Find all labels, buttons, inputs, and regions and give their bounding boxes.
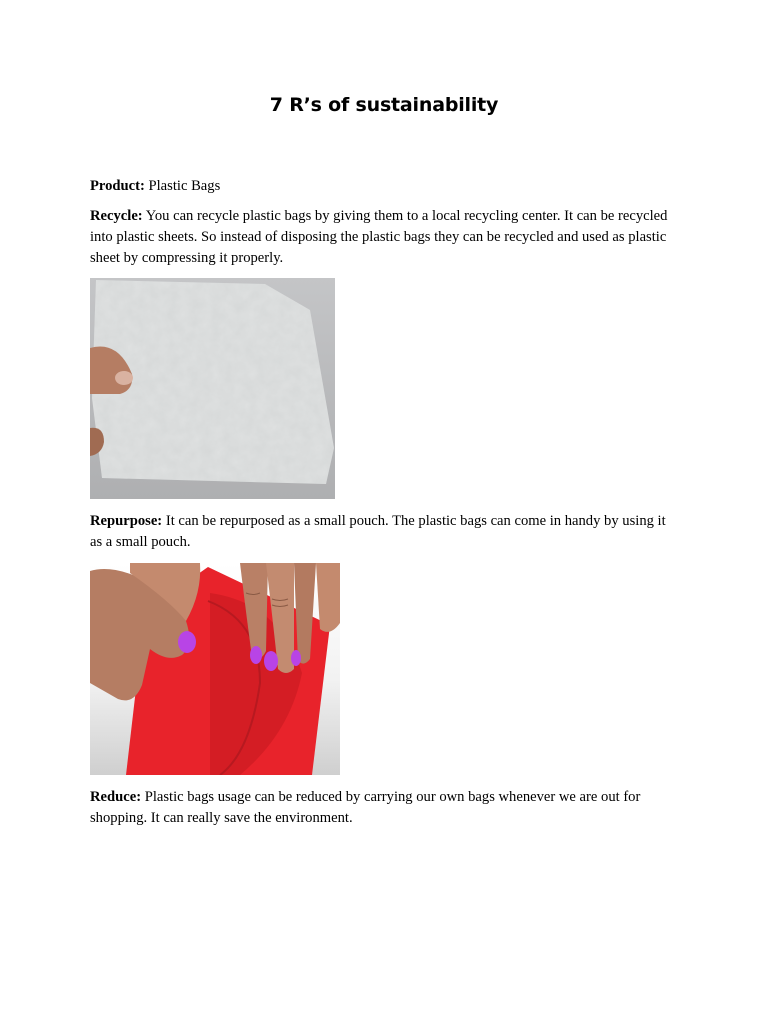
repurpose-text: It can be repurposed as a small pouch. The plastic bags can come in handy by using it as a small pouch. [90,513,666,550]
recycled-plastic-sheet-photo [90,278,335,499]
recycle-paragraph [90,206,670,269]
product-text: Plastic Bags [148,178,221,194]
product-label: Product: [90,178,145,194]
reduce-paragraph [90,787,670,829]
reduce-label: Reduce: [90,789,142,805]
reduce-text: Plastic bags usage can be reduced by carrying our own bags whenever we are out for shopping. It can really save the environment. [90,789,641,826]
repurpose-label: Repurpose: [90,513,163,529]
page-title: 7 R’s of sustainability [269,94,499,116]
repurpose-paragraph [90,511,670,553]
recycle-text: You can recycle plastic bags by giving them to a local recycling center. It can be recycled into plastic sheets. So instead of disposing the plastic bags they can be recycled and used as plastic sheet by compressing it properly. [90,208,668,266]
product-paragraph [90,176,670,197]
plastic-pouch-photo [90,563,340,775]
recycle-label: Recycle: [90,208,143,224]
